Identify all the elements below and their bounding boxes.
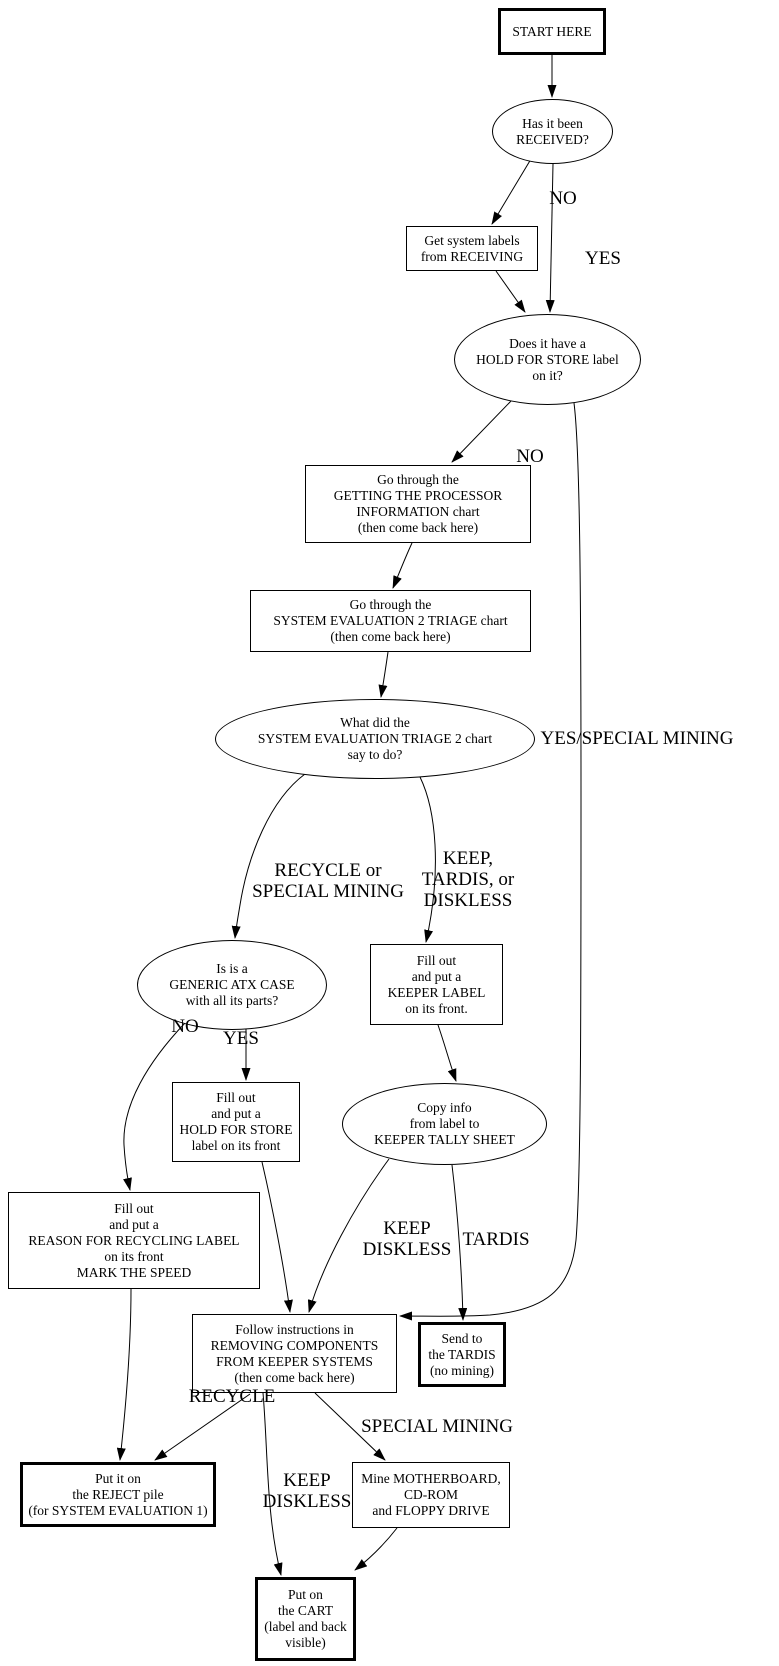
node-keeper-label-line-4: on its front. — [405, 1000, 468, 1016]
node-what-did-triage-say — [215, 699, 535, 779]
edge-received-to-getlabels — [492, 159, 531, 224]
node-put-on-cart-line-2: the CART — [277, 1603, 334, 1618]
node-reason-for-recycling-label-line-2: and put a — [109, 1216, 159, 1232]
node-copy-info-keeper-tally-line-1: Copy info — [417, 1100, 472, 1115]
node-hold-for-store-label-line-1: Fill out — [216, 1090, 256, 1105]
node-removing-components-line-4: (then come back here) — [234, 1369, 355, 1385]
edge-getlabels-to-hold — [496, 271, 525, 312]
node-reject-pile-line-1: Put it on — [95, 1470, 141, 1486]
edge-label-no-hold — [516, 446, 543, 467]
node-mine-motherboard-line-1: Mine MOTHERBOARD, — [361, 1471, 501, 1486]
edge-label-no-received-line-1: NO — [549, 188, 577, 209]
node-get-system-labels-line-1: Get system labels — [424, 232, 520, 248]
edge-label-keep-tardis-diskless — [422, 848, 514, 911]
node-removing-components-line-2: REMOVING COMPONENTS — [210, 1337, 379, 1353]
edge-label-keep-diskless-upper-line-1: KEEP — [383, 1218, 431, 1239]
node-hold-for-store-label — [172, 1082, 300, 1162]
edge-mine-to-cart — [355, 1528, 397, 1570]
node-has-it-been-received-line-2: RECEIVED? — [516, 131, 589, 147]
node-has-it-been-received — [492, 99, 613, 164]
edge-label-recycle-or-special-mining-line-2: SPECIAL MINING — [252, 881, 404, 902]
node-what-did-triage-say-line-2: SYSTEM EVALUATION TRIAGE 2 chart — [257, 731, 493, 746]
node-put-on-cart-line-4: visible) — [285, 1635, 326, 1650]
node-reason-for-recycling-label-line-1: Fill out — [114, 1200, 154, 1216]
node-keeper-label — [370, 944, 503, 1025]
edge-label-keep-diskless-lower-line-1: KEEP — [283, 1470, 331, 1491]
node-get-system-labels — [406, 226, 538, 271]
edge-label-recycle-or-special-mining — [252, 860, 404, 902]
edge-label-yes-received-line-1: YES — [585, 248, 621, 269]
node-mine-motherboard-line-3: and FLOPPY DRIVE — [372, 1503, 490, 1518]
node-send-to-tardis — [418, 1322, 506, 1387]
edge-copyinfo-to-tardis — [452, 1165, 463, 1320]
node-start-here — [498, 8, 606, 55]
edge-label-special-mining-line-1: SPECIAL MINING — [361, 1416, 513, 1437]
node-reason-for-recycling-label-line-3: REASON FOR RECYCLING LABEL — [28, 1232, 240, 1248]
node-get-system-labels-line-2: from RECEIVING — [420, 248, 524, 264]
node-send-to-tardis-line-2: the TARDIS — [428, 1346, 496, 1362]
edge-received-to-hold — [550, 164, 553, 312]
edge-label-tardis — [462, 1229, 529, 1250]
node-system-evaluation-2-triage-line-1: Go through the — [349, 597, 432, 612]
edge-label-special-mining — [361, 1416, 513, 1437]
node-reject-pile-line-2: the REJECT pile — [72, 1486, 164, 1502]
node-hold-for-store-question-line-3: on it? — [532, 367, 563, 383]
node-what-did-triage-say-line-3: say to do? — [347, 747, 403, 762]
edge-label-yes-atx-line-1: YES — [223, 1028, 259, 1049]
node-hold-for-store-question-line-1: Does it have a — [509, 335, 586, 351]
node-has-it-been-received-line-1: Has it been — [522, 115, 583, 131]
edge-label-keep-tardis-diskless-line-1: KEEP, — [442, 848, 494, 869]
node-reason-for-recycling-label — [8, 1192, 260, 1289]
node-removing-components-line-3: FROM KEEPER SYSTEMS — [216, 1353, 373, 1369]
node-keeper-label-line-3: KEEPER LABEL — [387, 984, 486, 1000]
edge-label-no-received — [549, 188, 576, 209]
node-generic-atx-case-question-line-1: Is is a — [216, 961, 248, 976]
node-put-on-cart-line-3: (label and back — [264, 1619, 347, 1634]
node-hold-for-store-label-line-3: HOLD FOR STORE — [179, 1122, 293, 1137]
node-removing-components-line-1: Follow instructions in — [235, 1321, 354, 1337]
node-copy-info-keeper-tally-line-2: from label to — [409, 1116, 480, 1131]
node-keeper-label-line-2: and put a — [411, 968, 462, 984]
node-put-on-cart — [255, 1577, 356, 1661]
edge-label-keep-diskless-upper-line-2: DISKLESS — [362, 1239, 452, 1260]
node-system-evaluation-2-triage-line-2: SYSTEM EVALUATION 2 TRIAGE chart — [273, 613, 508, 628]
node-send-to-tardis-line-3: (no mining) — [429, 1362, 495, 1378]
edge-label-yes-special-mining-line-1: YES/SPECIAL MINING — [540, 728, 734, 749]
node-generic-atx-case-question-line-3: with all its parts? — [185, 993, 279, 1008]
node-reject-pile — [20, 1462, 216, 1527]
edge-label-no-atx-line-1: NO — [171, 1016, 199, 1037]
node-put-on-cart-line-1: Put on — [288, 1587, 323, 1602]
edge-label-yes-atx — [223, 1028, 259, 1049]
node-reject-pile-line-3: (for SYSTEM EVALUATION 1) — [28, 1502, 208, 1518]
edge-label-keep-diskless-lower-line-2: DISKLESS — [262, 1491, 352, 1512]
edge-holdstore-to-removing — [262, 1162, 290, 1312]
node-reason-for-recycling-label-line-5: MARK THE SPEED — [76, 1264, 192, 1280]
node-keeper-label-line-1: Fill out — [416, 952, 457, 968]
node-reason-for-recycling-label-line-4: on its front — [104, 1248, 164, 1264]
edge-label-keep-tardis-diskless-line-2: TARDIS, or — [421, 869, 515, 890]
node-generic-atx-case-question-line-2: GENERIC ATX CASE — [169, 977, 295, 992]
node-mine-motherboard-line-2: CD-ROM — [403, 1487, 458, 1502]
edge-keeper-to-copyinfo — [438, 1025, 456, 1081]
node-hold-for-store-question-line-2: HOLD FOR STORE label — [476, 351, 619, 367]
edge-label-no-hold-line-1: NO — [516, 446, 544, 467]
node-send-to-tardis-line-1: Send to — [441, 1330, 483, 1346]
edge-label-keep-diskless-lower — [263, 1470, 352, 1512]
node-getting-processor-info-line-4: (then come back here) — [357, 520, 479, 535]
edge-label-keep-diskless-upper — [363, 1218, 452, 1260]
edge-reason-to-reject — [120, 1289, 131, 1460]
node-start-here-line-1: START HERE — [512, 23, 592, 39]
node-hold-for-store-label-line-4: label on its front — [191, 1138, 281, 1153]
node-getting-processor-info — [305, 465, 531, 543]
edge-processor-to-triage — [393, 543, 412, 588]
edge-label-tardis-line-1: TARDIS — [462, 1229, 530, 1250]
edge-triage-to-whatdid — [381, 652, 388, 697]
node-system-evaluation-2-triage-line-3: (then come back here) — [330, 629, 451, 644]
edge-label-recycle-or-special-mining-line-1: RECYCLE or — [274, 860, 382, 881]
node-system-evaluation-2-triage — [250, 590, 531, 652]
node-mine-motherboard — [352, 1462, 510, 1528]
node-what-did-triage-say-line-1: What did the — [340, 715, 410, 730]
edge-label-recycle — [189, 1386, 276, 1407]
node-getting-processor-info-line-1: Go through the — [377, 472, 459, 487]
node-getting-processor-info-line-2: GETTING THE PROCESSOR — [333, 488, 503, 503]
node-generic-atx-case-question — [137, 940, 327, 1030]
edge-hold-to-processor — [452, 401, 511, 462]
edge-label-recycle-line-1: RECYCLE — [188, 1386, 276, 1407]
edge-label-no-atx — [171, 1016, 198, 1037]
edge-whatdid-to-atx — [235, 774, 305, 938]
node-copy-info-keeper-tally — [342, 1083, 547, 1165]
node-hold-for-store-label-line-2: and put a — [211, 1106, 261, 1121]
node-hold-for-store-question — [454, 314, 641, 405]
edge-label-keep-tardis-diskless-line-3: DISKLESS — [423, 890, 513, 911]
edge-label-yes-special-mining — [541, 728, 734, 749]
node-copy-info-keeper-tally-line-3: KEEPER TALLY SHEET — [374, 1132, 515, 1147]
node-removing-components — [192, 1314, 397, 1393]
edge-label-yes-received — [585, 248, 621, 269]
node-getting-processor-info-line-3: INFORMATION chart — [356, 504, 480, 519]
